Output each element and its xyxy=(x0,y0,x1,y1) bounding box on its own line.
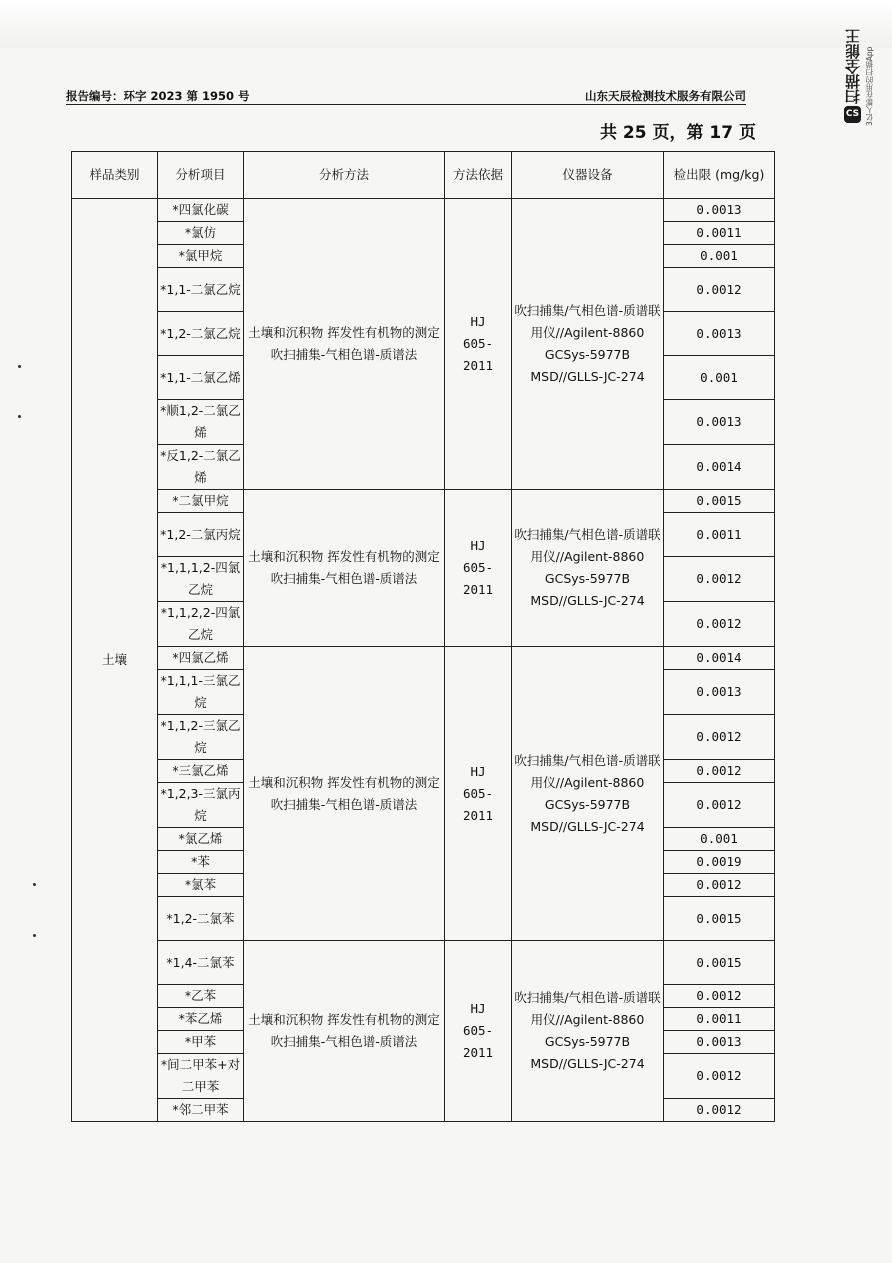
table-row xyxy=(72,199,775,222)
analysis-item-cell: *1,1,1-三氯乙烷 xyxy=(158,670,244,715)
cs-logo-icon: CS xyxy=(844,106,861,123)
detection-limit-cell: 0.0012 xyxy=(664,783,775,828)
header-divider xyxy=(66,104,746,105)
method-cell: 土壤和沉积物 挥发性有机物的测定 吹扫捕集-气相色谱-质谱法 xyxy=(244,490,445,647)
analysis-item-cell: *甲苯 xyxy=(158,1031,244,1054)
col-header-equipment: 仪器设备 xyxy=(512,152,664,199)
analysis-item-cell: *1,1-二氯乙烷 xyxy=(158,268,244,312)
table-row xyxy=(72,941,775,985)
detection-limit-cell: 0.0015 xyxy=(664,941,775,985)
watermark-title: 扫描全能王 xyxy=(844,29,862,104)
analysis-item-cell: *乙苯 xyxy=(158,985,244,1008)
detection-limit-cell: 0.001 xyxy=(664,828,775,851)
analysis-item-cell: *氯苯 xyxy=(158,874,244,897)
report-number: 报告编号：环字 2023 第 1950 号 xyxy=(66,89,250,103)
method-cell: 土壤和沉积物 挥发性有机物的测定 吹扫捕集-气相色谱-质谱法 xyxy=(244,647,445,941)
detection-limit-cell: 0.0013 xyxy=(664,1031,775,1054)
scan-speck xyxy=(18,415,21,418)
analysis-item-cell: *氯甲烷 xyxy=(158,245,244,268)
method-basis-cell: HJ 605-2011 xyxy=(445,647,512,941)
detection-limit-cell: 0.0012 xyxy=(664,874,775,897)
table-row xyxy=(72,490,775,513)
analysis-item-cell: *四氯乙烯 xyxy=(158,647,244,670)
sample-type-cell: 土壤 xyxy=(72,199,158,1122)
detection-limit-cell: 0.0013 xyxy=(664,199,775,222)
col-header-sample-type: 样品类别 xyxy=(72,152,158,199)
analysis-item-cell: *苯 xyxy=(158,851,244,874)
detection-limit-cell: 0.0012 xyxy=(664,715,775,760)
detection-limit-cell: 0.0011 xyxy=(664,1008,775,1031)
method-cell: 土壤和沉积物 挥发性有机物的测定 吹扫捕集-气相色谱-质谱法 xyxy=(244,199,445,490)
analysis-item-cell: *顺1,2-二氯乙烯 xyxy=(158,400,244,445)
detection-limit-cell: 0.0012 xyxy=(664,985,775,1008)
analysis-item-cell: *氯乙烯 xyxy=(158,828,244,851)
analysis-item-cell: *1,2-二氯丙烷 xyxy=(158,513,244,557)
detection-limit-cell: 0.0011 xyxy=(664,513,775,557)
table-row xyxy=(72,647,775,670)
method-basis-cell: HJ 605-2011 xyxy=(445,490,512,647)
detection-limit-cell: 0.0012 xyxy=(664,602,775,647)
method-cell: 土壤和沉积物 挥发性有机物的测定 吹扫捕集-气相色谱-质谱法 xyxy=(244,941,445,1122)
detection-limit-cell: 0.0013 xyxy=(664,312,775,356)
scan-top-shade xyxy=(0,0,892,48)
scanner-watermark xyxy=(842,14,888,134)
detection-limit-cell: 0.0019 xyxy=(664,851,775,874)
col-header-limit: 检出限 (mg/kg) xyxy=(664,152,775,199)
analysis-item-cell: *反1,2-二氯乙烯 xyxy=(158,445,244,490)
analysis-item-cell: *1,2-二氯乙烷 xyxy=(158,312,244,356)
detection-limit-cell: 0.0013 xyxy=(664,670,775,715)
analysis-item-cell: *1,1,2,2-四氯乙烷 xyxy=(158,602,244,647)
detection-limit-cell: 0.0012 xyxy=(664,268,775,312)
detection-limit-cell: 0.0012 xyxy=(664,1054,775,1099)
analysis-item-cell: *1,1-二氯乙烯 xyxy=(158,356,244,400)
scan-speck xyxy=(33,883,36,886)
analysis-item-cell: *二氯甲烷 xyxy=(158,490,244,513)
detection-limit-cell: 0.0012 xyxy=(664,760,775,783)
table-body xyxy=(72,199,775,1122)
company-name: 山东天辰检测技术服务有限公司 xyxy=(585,89,746,103)
page-number: 共 25 页，第 17 页 xyxy=(600,123,756,143)
analysis-item-cell: *1,4-二氯苯 xyxy=(158,941,244,985)
detection-limit-cell: 0.0013 xyxy=(664,400,775,445)
detection-limit-cell: 0.0014 xyxy=(664,445,775,490)
analysis-item-cell: *三氯乙烯 xyxy=(158,760,244,783)
detection-limit-cell: 0.0012 xyxy=(664,1099,775,1122)
analysis-item-cell: *苯乙烯 xyxy=(158,1008,244,1031)
analysis-item-cell: *四氯化碳 xyxy=(158,199,244,222)
analysis-item-cell: *1,2,3-三氯丙烷 xyxy=(158,783,244,828)
detection-limit-table xyxy=(71,151,775,1122)
detection-limit-cell: 0.0015 xyxy=(664,490,775,513)
detection-limit-cell: 0.0015 xyxy=(664,897,775,941)
watermark-subtitle: 3亿人都在用的扫描App xyxy=(865,46,874,126)
detection-limit-cell: 0.0012 xyxy=(664,557,775,602)
method-basis-cell: HJ 605-2011 xyxy=(445,941,512,1122)
detection-limit-cell: 0.0011 xyxy=(664,222,775,245)
method-basis-cell: HJ 605-2011 xyxy=(445,199,512,490)
col-header-basis: 方法依据 xyxy=(445,152,512,199)
table-header-row xyxy=(72,152,775,199)
col-header-item: 分析项目 xyxy=(158,152,244,199)
analysis-item-cell: *1,2-二氯苯 xyxy=(158,897,244,941)
analysis-item-cell: *邻二甲苯 xyxy=(158,1099,244,1122)
analysis-item-cell: *间二甲苯+对二甲苯 xyxy=(158,1054,244,1099)
detection-limit-cell: 0.0014 xyxy=(664,647,775,670)
scan-speck xyxy=(18,365,21,368)
equipment-cell: 吹扫捕集/气相色谱-质谱联用仪//Agilent-8860 GCSys-5977B MSD//GLLS-JC-274 xyxy=(512,941,664,1122)
detection-limit-cell: 0.001 xyxy=(664,245,775,268)
detection-limit-cell: 0.001 xyxy=(664,356,775,400)
col-header-method: 分析方法 xyxy=(244,152,445,199)
equipment-cell: 吹扫捕集/气相色谱-质谱联用仪//Agilent-8860 GCSys-5977B MSD//GLLS-JC-274 xyxy=(512,490,664,647)
scan-speck xyxy=(33,934,36,937)
equipment-cell: 吹扫捕集/气相色谱-质谱联用仪//Agilent-8860 GCSys-5977B MSD//GLLS-JC-274 xyxy=(512,647,664,941)
analysis-item-cell: *1,1,2-三氯乙烷 xyxy=(158,715,244,760)
analysis-item-cell: *1,1,1,2-四氯乙烷 xyxy=(158,557,244,602)
analysis-item-cell: *氯仿 xyxy=(158,222,244,245)
equipment-cell: 吹扫捕集/气相色谱-质谱联用仪//Agilent-8860 GCSys-5977B MSD//GLLS-JC-274 xyxy=(512,199,664,490)
